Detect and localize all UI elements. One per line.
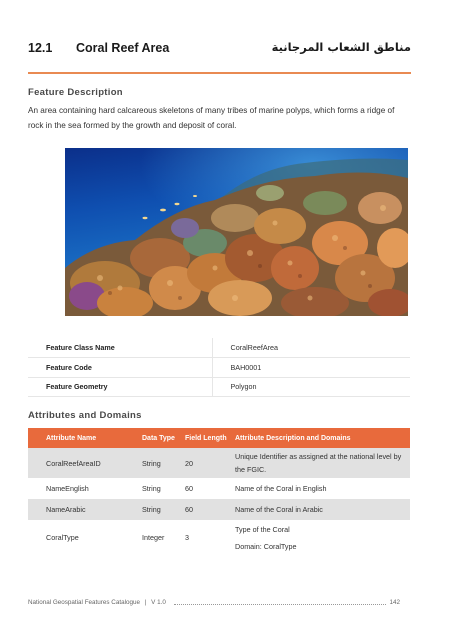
footer-catalogue-name: National Geospatial Features Catalogue — [28, 599, 141, 606]
attribute-length: 60 — [181, 478, 231, 499]
feature-description-heading: Feature Description — [28, 87, 123, 98]
attribute-name: NameArabic — [28, 499, 138, 520]
attribute-name: NameEnglish — [28, 478, 138, 499]
attribute-description: Name of the Coral in English — [231, 478, 410, 499]
attributes-header-row — [28, 428, 410, 448]
table-row — [28, 448, 410, 478]
attribute-description: Name of the Coral in Arabic — [231, 499, 410, 520]
attribute-length: 20 — [181, 448, 231, 478]
attribute-length: 3 — [181, 520, 231, 556]
coral-reef-photo — [65, 148, 408, 316]
info-row — [28, 338, 410, 358]
info-row — [28, 377, 410, 397]
attribute-name: CoralReefAreaID — [28, 448, 138, 478]
attribute-description: Unique Identifier as assigned at the national level by the FGIC. — [231, 448, 410, 478]
table-row — [28, 520, 410, 556]
feature-description-text: An area containing hard calcareous skeletons of many tribes of marine polyps, which forms a ridge of rock in the sea formed by the growth and deposit of coral. — [28, 106, 395, 130]
attributes-heading: Attributes and Domains — [28, 410, 142, 421]
footer-version: V 1.0 — [151, 599, 166, 606]
attribute-length: 60 — [181, 499, 231, 520]
info-value: CoralReefArea — [212, 338, 410, 358]
header-divider — [28, 72, 411, 74]
footer-dot-leader — [174, 599, 386, 605]
attribute-type: String — [138, 499, 181, 520]
section-number: 12.1 — [28, 41, 53, 55]
attribute-type: String — [138, 448, 181, 478]
attribute-type: String — [138, 478, 181, 499]
info-label: Feature Class Name — [28, 338, 212, 358]
column-header: Attribute Name — [28, 428, 138, 448]
feature-info-table — [28, 338, 410, 397]
footer-separator: | — [144, 599, 147, 606]
page-footer — [28, 598, 400, 610]
section-header — [28, 41, 411, 57]
info-row — [28, 358, 410, 378]
attribute-description-line: Type of the Coral — [235, 524, 290, 534]
attribute-name: CoralType — [28, 520, 138, 556]
info-value: BAH0001 — [212, 358, 410, 378]
info-label: Feature Geometry — [28, 377, 212, 397]
footer-catalogue — [28, 599, 166, 606]
column-header: Attribute Description and Domains — [231, 428, 410, 448]
attributes-table — [28, 428, 410, 556]
attribute-domain-line: Domain: CoralType — [235, 541, 297, 551]
section-title: Coral Reef Area — [76, 41, 170, 55]
column-header: Field Length — [181, 428, 231, 448]
info-value: Polygon — [212, 377, 410, 397]
page-number: 142 — [389, 599, 400, 606]
column-header: Data Type — [138, 428, 181, 448]
table-row — [28, 478, 410, 499]
info-label: Feature Code — [28, 358, 212, 378]
table-row — [28, 499, 410, 520]
attribute-description — [231, 520, 410, 556]
attribute-type: Integer — [138, 520, 181, 556]
section-title-arabic: مناطق الشعاب المرجانية — [271, 40, 411, 54]
